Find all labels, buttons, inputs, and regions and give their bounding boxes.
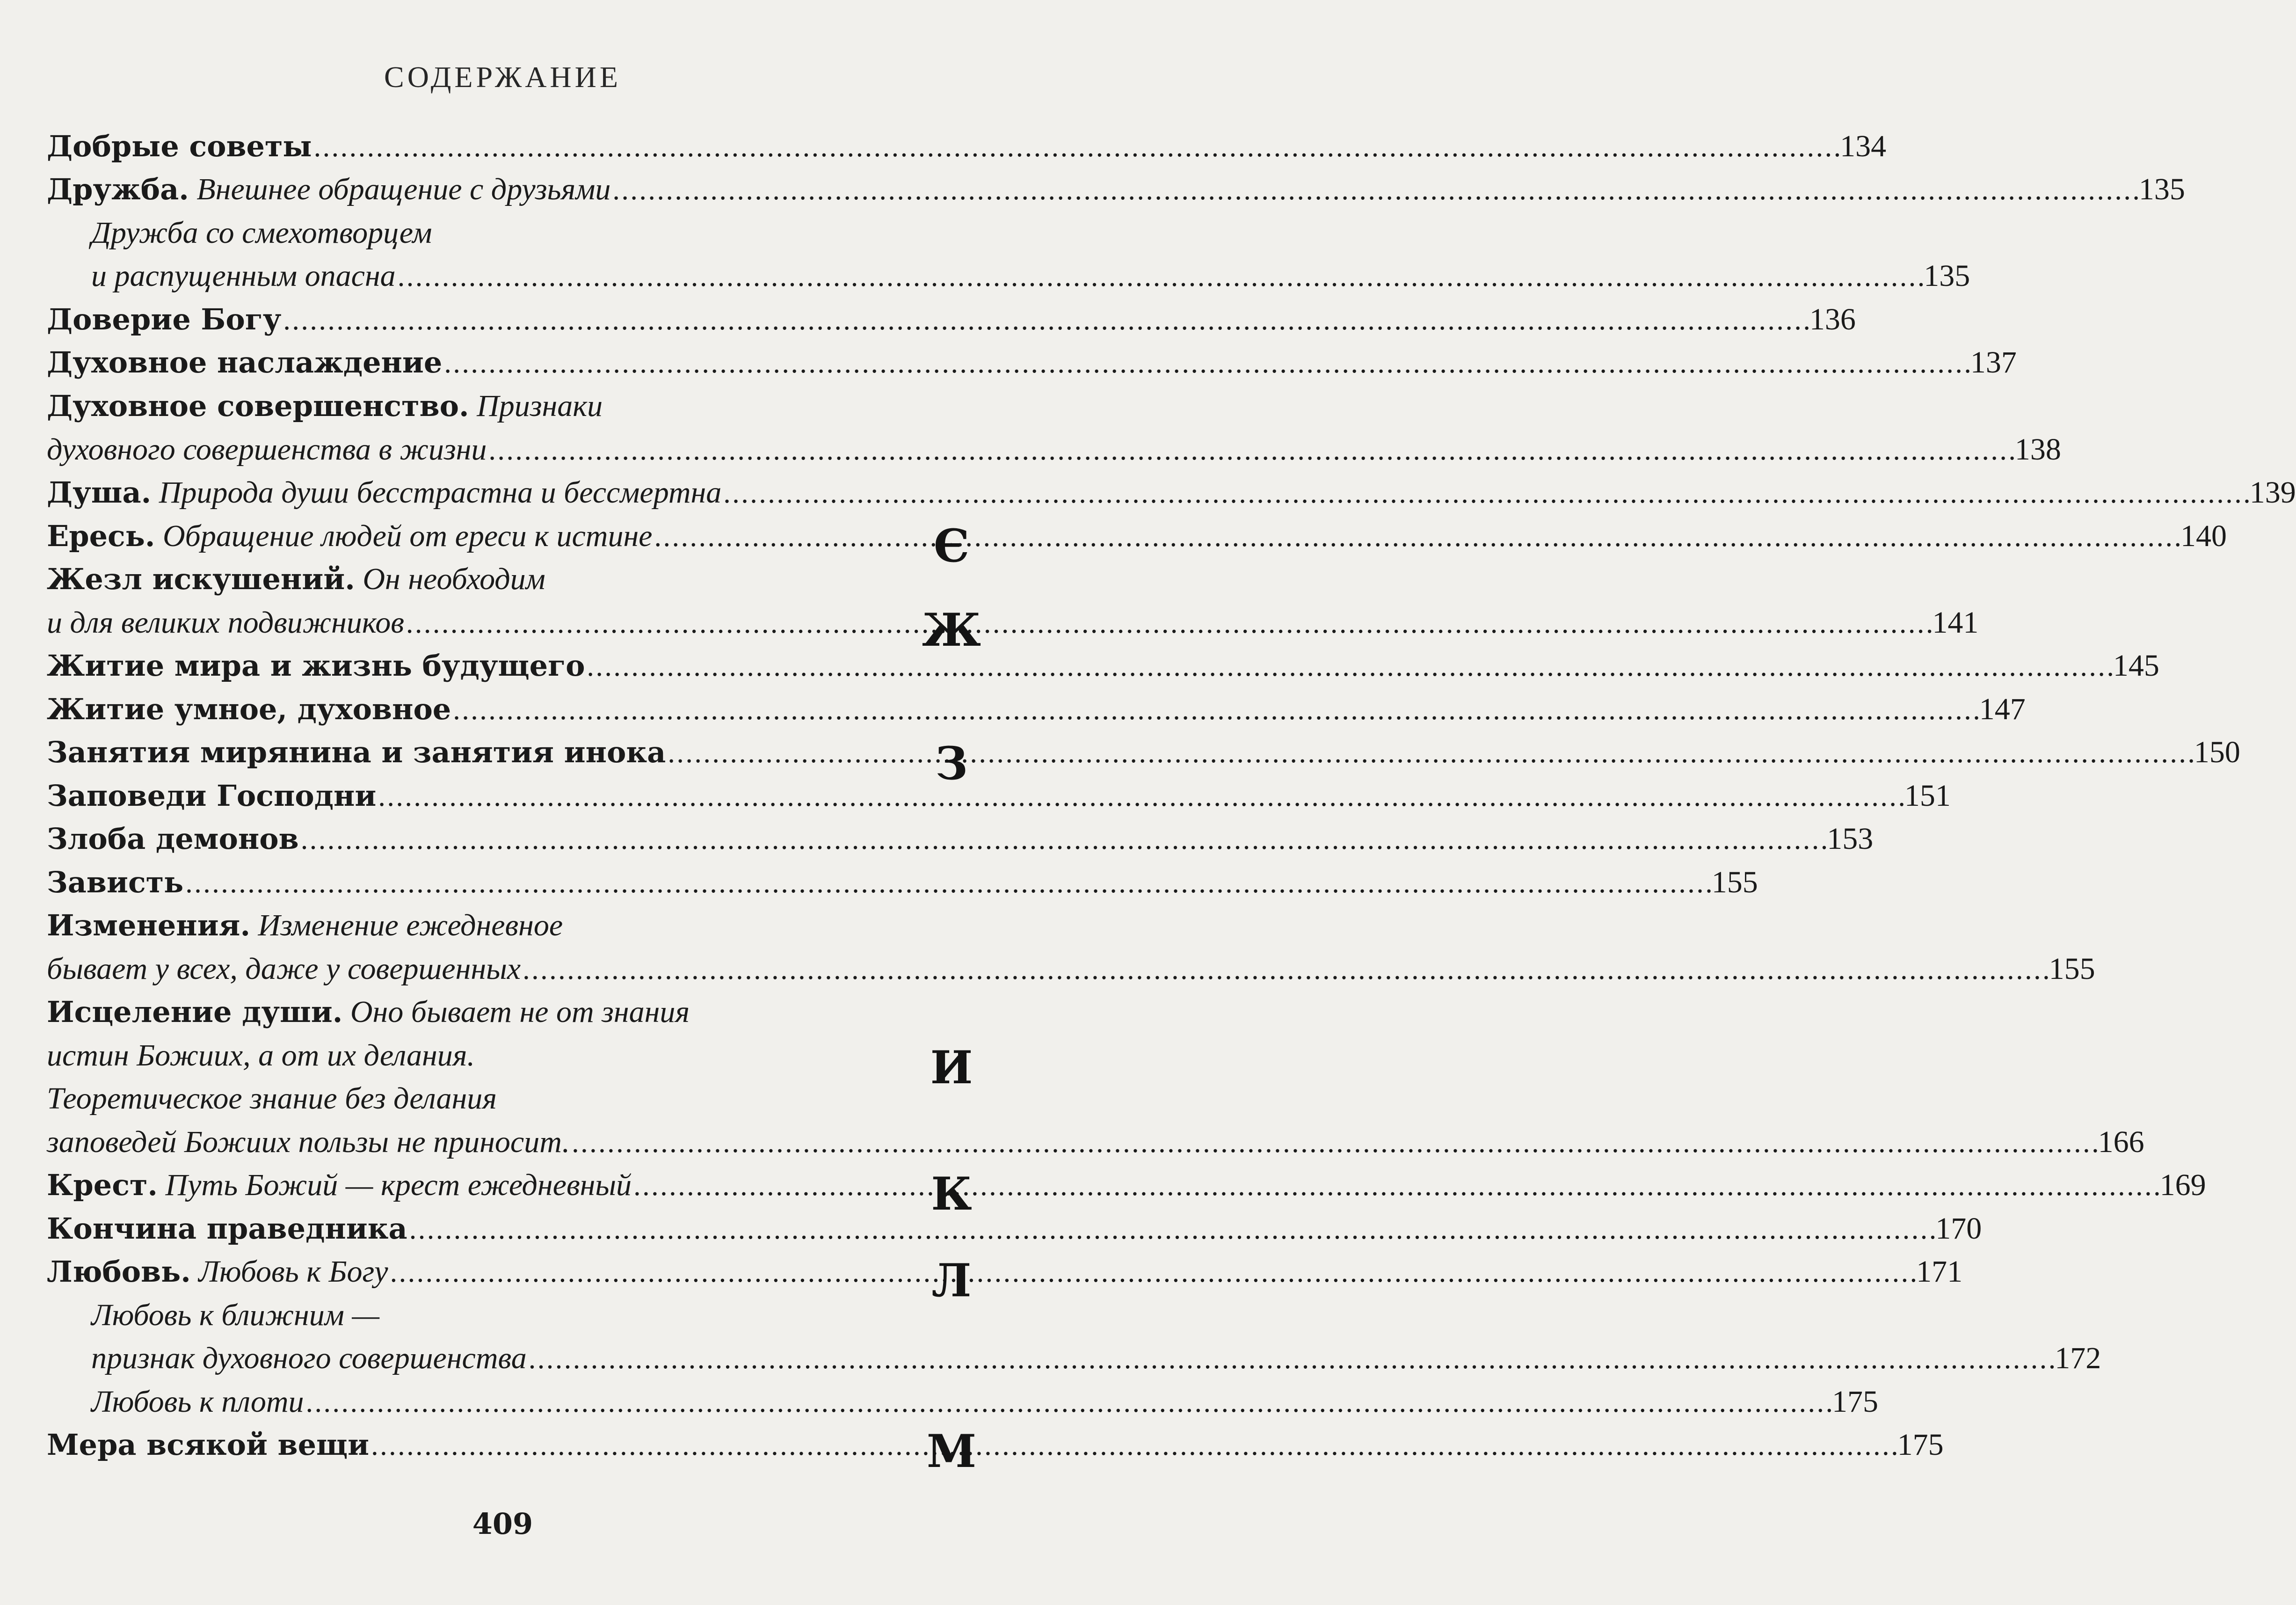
entry-heading: Зависть bbox=[47, 865, 184, 899]
dot-leader bbox=[488, 434, 2013, 467]
toc-entry bbox=[47, 1211, 1982, 1247]
toc-entry bbox=[47, 605, 1979, 641]
entry-page: 175 bbox=[1897, 1428, 1944, 1462]
entry-page: 136 bbox=[1809, 302, 1856, 336]
entry-heading: Злоба демонов bbox=[47, 822, 299, 856]
page-number: 409 bbox=[472, 1507, 533, 1541]
entry-page: 138 bbox=[2014, 432, 2061, 467]
toc-entry bbox=[47, 951, 2095, 987]
dot-leader bbox=[529, 1342, 2053, 1376]
dot-leader bbox=[523, 953, 2047, 986]
toc-entry bbox=[91, 258, 1970, 294]
toc-entry bbox=[47, 129, 1887, 164]
entry-subtitle: Изменение ежедневное bbox=[250, 908, 563, 942]
dot-leader bbox=[453, 693, 1977, 727]
entry-page: 169 bbox=[2159, 1168, 2206, 1202]
section-letter-i: И bbox=[930, 1041, 973, 1094]
entry-heading: Добрые советы bbox=[47, 129, 312, 163]
dot-leader bbox=[612, 174, 2137, 207]
entry-subtitle: и распущенным опасна bbox=[91, 259, 396, 293]
entry-heading: Кончина праведника bbox=[47, 1211, 407, 1246]
entry-page: 170 bbox=[1935, 1211, 1982, 1246]
page-title: СОДЕРЖАНИЕ bbox=[384, 60, 621, 94]
entry-subtitle: и для великих подвижников bbox=[47, 606, 404, 640]
entry-heading: Духовное совершенство. bbox=[47, 389, 469, 423]
toc-entry-line bbox=[91, 1298, 903, 1333]
toc-entry bbox=[47, 475, 2296, 511]
dot-leader bbox=[185, 867, 1710, 900]
entry-subtitle: Любовь к ближним — bbox=[91, 1298, 380, 1332]
entry-subtitle: признак духовного совершенства bbox=[91, 1341, 527, 1375]
entry-page: 135 bbox=[1924, 259, 1970, 293]
entry-subtitle: Оно бывает не от знания bbox=[342, 995, 690, 1029]
toc-entry bbox=[47, 692, 2026, 727]
toc-entry bbox=[47, 821, 1874, 857]
entry-heading: Ересь. bbox=[47, 519, 155, 553]
dot-leader bbox=[390, 1256, 1915, 1289]
entry-subtitle: Внешнее обращение с друзьями bbox=[189, 172, 611, 206]
toc-entry bbox=[47, 1167, 2206, 1203]
entry-subtitle: Любовь к плоти bbox=[91, 1385, 304, 1419]
toc-entry bbox=[47, 172, 2185, 207]
dot-leader bbox=[409, 1213, 1934, 1246]
entry-heading: Душа. bbox=[47, 475, 152, 510]
entry-subtitle: истин Божиих, а от их делания. bbox=[47, 1038, 475, 1072]
toc-entry bbox=[47, 1427, 1944, 1463]
entry-subtitle: духовного совершенства в жизни bbox=[47, 432, 487, 467]
section-letter-em: М bbox=[926, 1425, 977, 1478]
toc-entry bbox=[47, 1254, 1963, 1290]
toc-entry-line bbox=[47, 562, 903, 597]
toc-entry bbox=[47, 302, 1856, 337]
entry-subtitle: Природа души бесстрастна и бессмертна bbox=[151, 475, 722, 510]
entry-heading: Крест. bbox=[47, 1168, 158, 1202]
section-letter-ze: З bbox=[935, 737, 968, 790]
entry-page: 145 bbox=[2113, 649, 2159, 683]
entry-page: 155 bbox=[1711, 865, 1758, 899]
dot-leader bbox=[371, 1429, 1896, 1462]
entry-heading: Доверие Богу bbox=[47, 302, 282, 336]
section-letter-el: Л bbox=[931, 1254, 972, 1307]
entry-heading: Житие мира и жизнь будущего bbox=[47, 649, 585, 683]
toc-entry bbox=[91, 1341, 2101, 1376]
entry-page: 172 bbox=[2055, 1341, 2101, 1375]
entry-subtitle: бывает у всех, даже у совершенных bbox=[47, 952, 521, 986]
entry-page: 151 bbox=[1904, 779, 1951, 813]
toc-entry-line bbox=[47, 908, 903, 943]
entry-heading: Дружба. bbox=[47, 172, 189, 206]
entry-page: 141 bbox=[1932, 606, 1979, 640]
toc-entry-line bbox=[47, 388, 903, 424]
toc-entry-line bbox=[47, 1038, 903, 1073]
entry-page: 166 bbox=[2098, 1125, 2144, 1159]
entry-subtitle: Признаки bbox=[469, 389, 603, 423]
dot-leader bbox=[398, 260, 1922, 293]
entry-subtitle: Дружба со смехотворцем bbox=[91, 216, 432, 250]
toc-entry-line bbox=[47, 994, 903, 1030]
entry-page: 147 bbox=[1979, 692, 2026, 726]
entry-subtitle: Обращение людей от ереси к истине bbox=[155, 519, 653, 553]
toc-entry bbox=[47, 1124, 2144, 1160]
entry-page: 137 bbox=[1970, 345, 2017, 379]
dot-leader bbox=[444, 347, 1969, 380]
dot-leader bbox=[572, 1126, 2096, 1160]
entry-heading: Занятия мирянина и занятия инока bbox=[47, 735, 666, 769]
entry-heading: Изменения. bbox=[47, 908, 251, 942]
entry-page: 150 bbox=[2194, 735, 2240, 769]
entry-heading: Исцеление души. bbox=[47, 995, 343, 1029]
entry-heading: Житие умное, духовное bbox=[47, 692, 451, 726]
dot-leader bbox=[668, 737, 2192, 770]
toc-entry bbox=[47, 648, 2159, 684]
dot-leader bbox=[306, 1386, 1831, 1419]
dot-leader bbox=[723, 477, 2248, 510]
toc-entry bbox=[47, 518, 2227, 554]
entry-heading: Заповеди Господни bbox=[47, 779, 377, 813]
dot-leader bbox=[654, 520, 2179, 554]
toc-entry bbox=[47, 865, 1758, 900]
entry-heading: Мера всякой вещи bbox=[47, 1428, 370, 1462]
toc-entry-line bbox=[91, 215, 903, 251]
dot-leader bbox=[378, 780, 1903, 813]
entry-heading: Любовь. bbox=[47, 1255, 191, 1289]
dot-leader bbox=[301, 823, 1825, 856]
entry-heading: Жезл искушений. bbox=[47, 562, 355, 596]
dot-leader bbox=[314, 131, 1838, 164]
entry-page: 153 bbox=[1827, 822, 1874, 856]
section-letter-zhe: Ж bbox=[922, 604, 981, 657]
dot-leader bbox=[633, 1169, 2158, 1203]
dot-leader bbox=[283, 304, 1808, 337]
entry-page: 134 bbox=[1840, 129, 1887, 163]
entry-page: 139 bbox=[2249, 475, 2296, 510]
section-letter-ye: Є bbox=[933, 519, 970, 572]
entry-page: 171 bbox=[1916, 1255, 1963, 1289]
section-letter-ka: К bbox=[931, 1167, 972, 1220]
entry-subtitle: заповедей Божиих пользы не приносит. bbox=[47, 1125, 570, 1159]
toc-entry bbox=[91, 1384, 1878, 1420]
entry-page: 155 bbox=[2049, 952, 2095, 986]
entry-subtitle: Путь Божий — крест ежедневный bbox=[157, 1168, 632, 1202]
toc-entry bbox=[47, 735, 2240, 770]
entry-subtitle: Он необходим bbox=[355, 562, 545, 596]
toc-entry bbox=[47, 778, 1951, 814]
entry-page: 175 bbox=[1832, 1385, 1878, 1419]
toc-entry-line bbox=[47, 1081, 903, 1116]
dot-leader bbox=[587, 650, 2111, 683]
toc-entry bbox=[47, 345, 2017, 380]
entry-page: 140 bbox=[2180, 519, 2227, 553]
dot-leader bbox=[406, 607, 1931, 640]
entry-subtitle: Теоретическое знание без делания bbox=[47, 1081, 497, 1116]
toc-entry bbox=[47, 432, 2061, 467]
entry-subtitle: Любовь к Богу bbox=[190, 1255, 388, 1289]
entry-page: 135 bbox=[2138, 172, 2185, 206]
entry-heading: Духовное наслаждение bbox=[47, 345, 443, 379]
